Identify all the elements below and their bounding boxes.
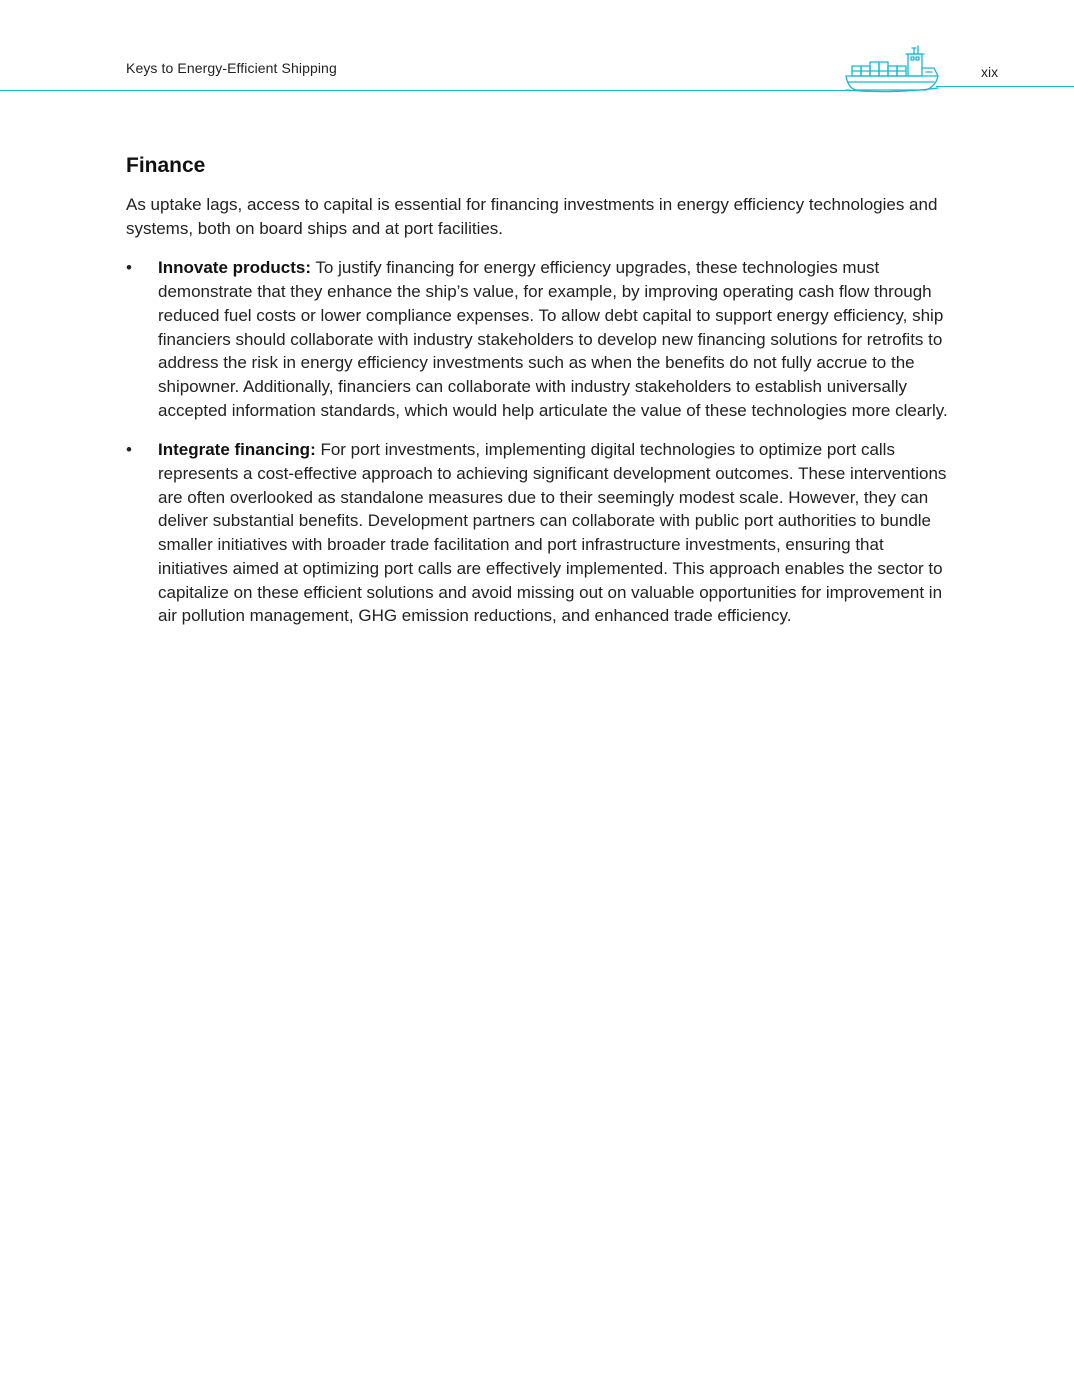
running-header-title: Keys to Energy-Efficient Shipping [126, 60, 337, 76]
bullet-text: For port investments, implementing digital technologies to optimize port calls represents a cost-effective approach to achieving significant development outcomes. These interventions are often overlooked as standalone measures due to their seemingly modest scale. However, they can deliver substantial benefits. Development partners can collaborate with public port authorities to bundle smaller initiatives with broader trade facilitation and port infrastructure investments, ensuring that initiatives aimed at optimizing port calls are effectively implemented. This approach enables the sector to capitalize on these efficient solutions and avoid missing out on valuable opportunities for improvement in air pollution management, GHG emission reductions, and enhanced trade efficiency. [158, 440, 947, 626]
container-ship-icon [842, 42, 942, 94]
bullet-item-innovate-products [126, 256, 952, 422]
intro-paragraph: As uptake lags, access to capital is essential for financing investments in energy efficiency technologies and systems, both on board ships and at port facilities. [126, 195, 938, 238]
section-heading: Finance [126, 154, 206, 177]
bullet-marker: • [126, 258, 132, 278]
bullet-lead-label: Innovate products: [158, 258, 312, 278]
page-number: xix [981, 64, 999, 80]
bullet-marker: • [126, 440, 132, 460]
bullet-text: To justify financing for energy efficiency upgrades, these technologies must demonstrate that they enhance the ship’s value, for example, by improving operating cash flow through reduced fuel costs or lower compliance expenses. To allow debt capital to support energy efficiency, ship financiers should collaborate with industry stakeholders to develop new financing solutions for retrofits to address the risk in energy efficiency investments such as when the benefits do not fully accrue to the shipowner. Additionally, financiers can collaborate with industry stakeholders to establish universally accepted information standards, which would help articulate the value of these technologies more clearly. [158, 258, 948, 420]
header-divider [0, 90, 850, 91]
bullet-lead-label: Integrate financing: [158, 440, 316, 460]
header-divider-right [936, 86, 1074, 87]
bullet-item-integrate-financing [126, 438, 952, 628]
section-body [126, 193, 952, 644]
bullet-list [126, 256, 952, 628]
